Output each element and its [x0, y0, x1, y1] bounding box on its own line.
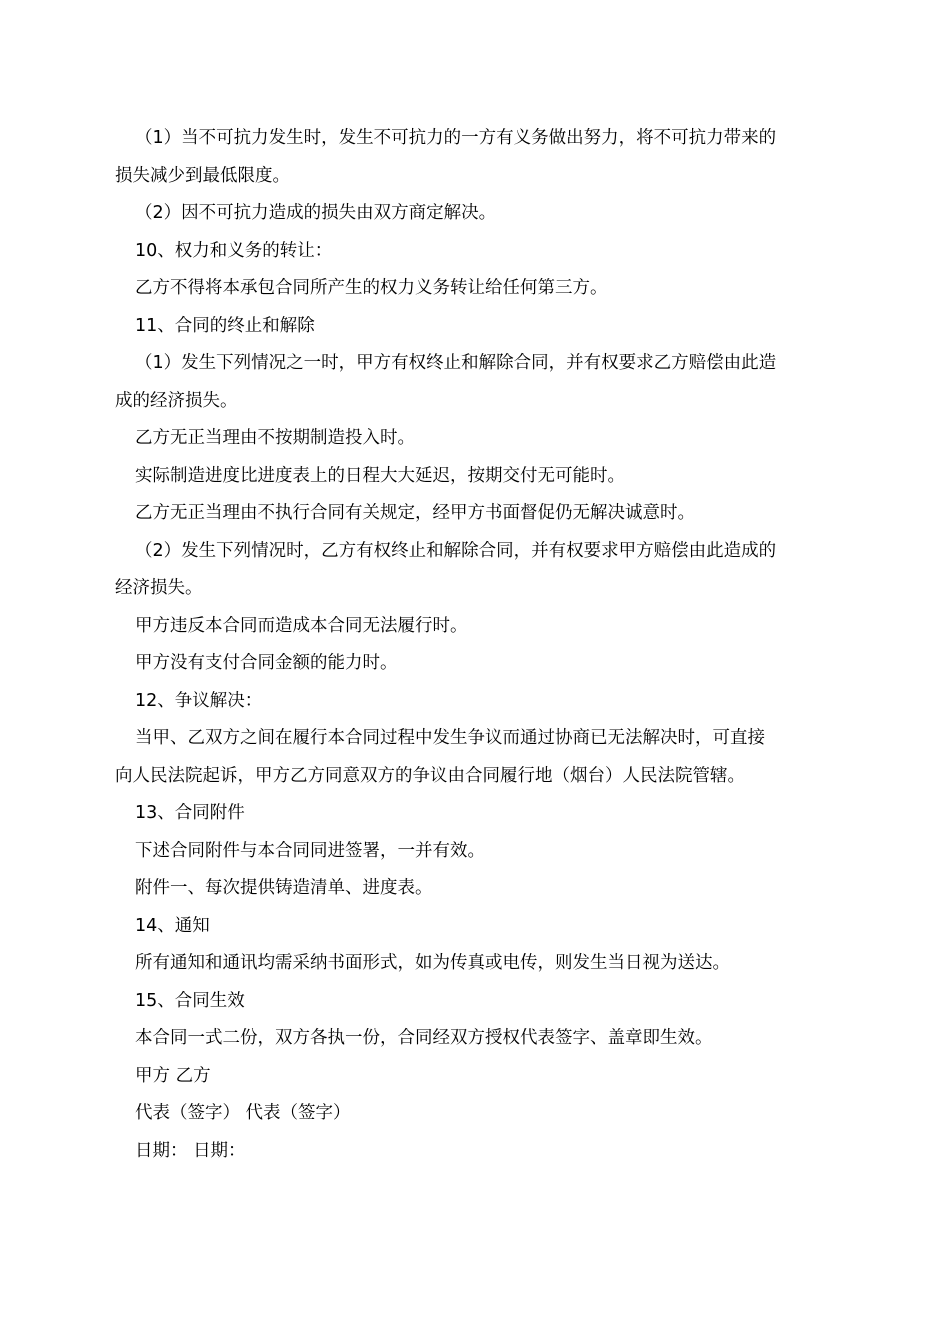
document-line: （2）发生下列情况时，乙方有权终止和解除合同，并有权要求甲方赔偿由此造成的: [135, 540, 777, 561]
document-line: 损失减少到最低限度。: [115, 165, 290, 186]
document-line: （1）当不可抗力发生时，发生不可抗力的一方有义务做出努力，将不可抗力带来的: [135, 128, 777, 148]
document-line: 所有通知和通讯均需采纳书面形式，如为传真或电传，则发生当日视为送达。: [135, 953, 730, 973]
document-line: 甲方 乙方: [135, 1065, 211, 1086]
document-line: 14、通知: [135, 915, 210, 936]
document-line: 乙方无正当理由不执行合同有关规定，经甲方书面督促仍无解决诚意时。: [135, 503, 695, 523]
document-line: 经济损失。: [115, 578, 203, 598]
document-line: 日期： 日期：: [135, 1140, 246, 1161]
document-line: 15、合同生效: [135, 990, 245, 1011]
document-line: 乙方不得将本承包合同所产生的权力义务转让给任何第三方。: [135, 278, 608, 298]
document-line: 甲方没有支付合同金额的能力时。: [135, 653, 398, 673]
document-line: 代表（签字） 代表（签字）: [135, 1103, 351, 1123]
document-line: 11、合同的终止和解除: [135, 315, 315, 336]
document-line: 向人民法院起诉，甲方乙方同意双方的争议由合同履行地（烟台）人民法院管辖。: [115, 765, 745, 786]
document-body: [115, 120, 840, 1170]
document-line: 乙方无正当理由不按期制造投入时。: [135, 428, 415, 448]
document-line: 13、合同附件: [135, 803, 245, 823]
document-line: 12、争议解决：: [135, 690, 263, 711]
document-line: 当甲、乙双方之间在履行本合同过程中发生争议而通过协商已无法解决时，可直接: [135, 728, 765, 748]
document-line: 附件一、每次提供铸造清单、进度表。: [135, 878, 433, 898]
document-line: （2）因不可抗力造成的损失由双方商定解决。: [135, 203, 497, 223]
document-line: 成的经济损失。: [115, 390, 238, 411]
document-line: 下述合同附件与本合同同进签署，一并有效。: [135, 840, 485, 861]
document-line: 实际制造进度比进度表上的日程大大延迟，按期交付无可能时。: [135, 465, 625, 486]
document-line: 本合同一式二份，双方各执一份，合同经双方授权代表签字、盖章即生效。: [135, 1028, 713, 1048]
document-line: 甲方违反本合同而造成本合同无法履行时。: [135, 615, 468, 636]
document-line: （1）发生下列情况之一时，甲方有权终止和解除合同，并有权要求乙方赔偿由此造: [135, 353, 777, 373]
document-line: 10、权力和义务的转让：: [135, 240, 333, 261]
